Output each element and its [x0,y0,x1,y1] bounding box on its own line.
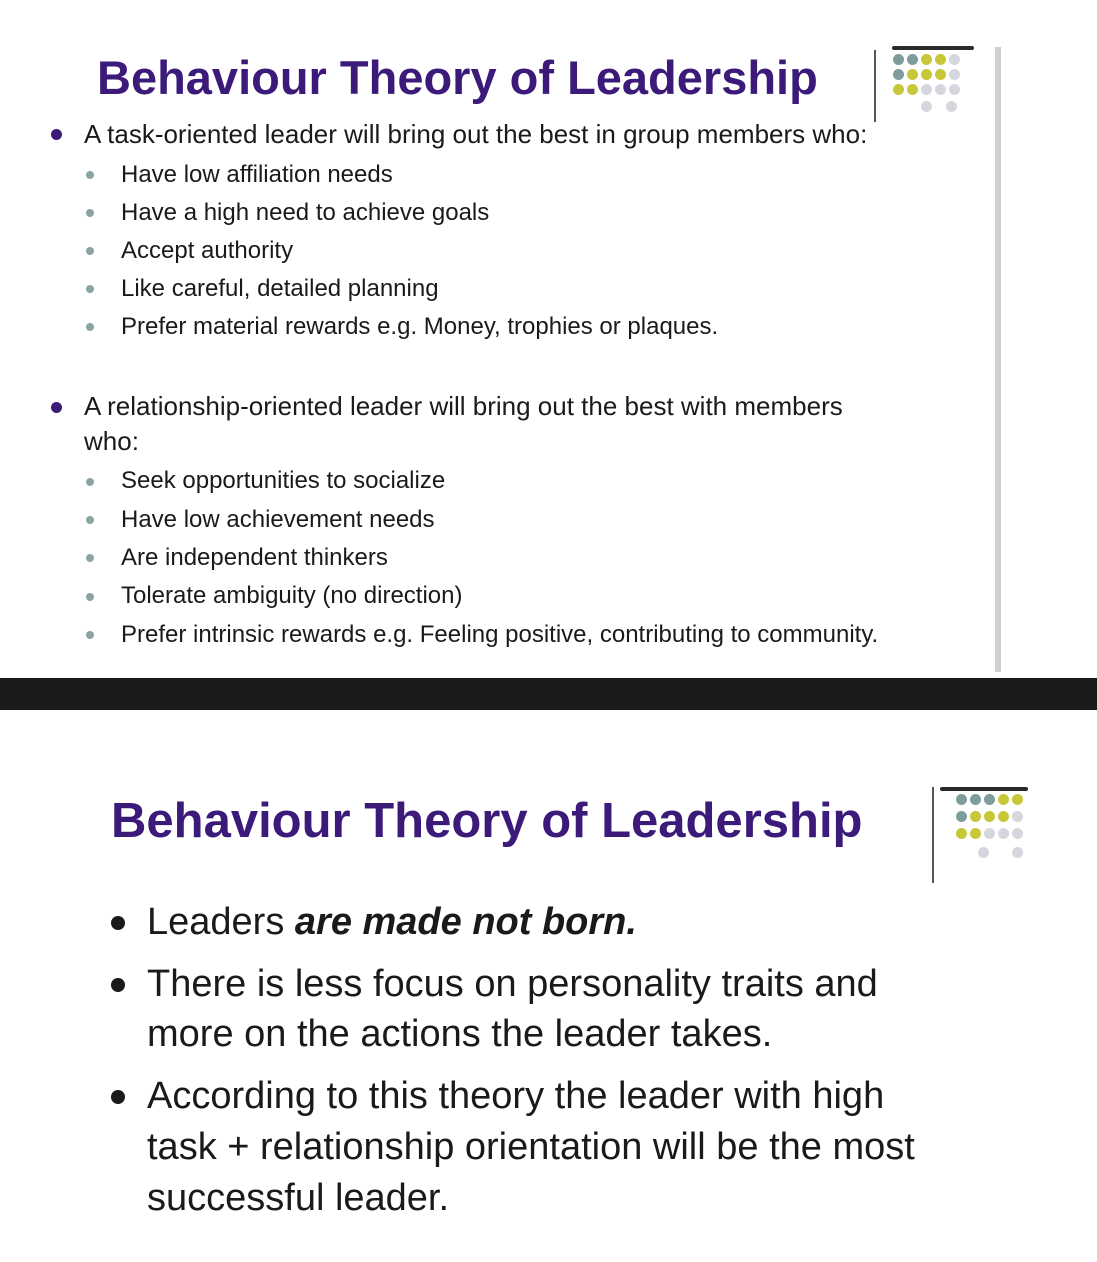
list-item: Have low affiliation needs [121,161,393,188]
list-item: Accept authority [121,237,294,264]
dot-grid-logo-icon [928,784,1038,884]
point-emphasis: are made not born. [294,901,637,943]
list-item: Seek opportunities to socialize [121,467,446,494]
slide-made-not-born [0,710,1097,1262]
bullet-icon [111,1090,125,1104]
point-theory-line-3: successful leader. [147,1177,450,1219]
bullet-icon [86,247,94,255]
bullet-icon [86,593,94,601]
list-item: Like careful, detailed planning [121,275,439,302]
bullet-icon [86,323,94,331]
bullet-icon [86,631,94,639]
bullet-icon [86,171,94,179]
list-item: Are independent thinkers [121,544,388,571]
slide-title: Behaviour Theory of Leadership [111,794,863,848]
dot-grid-logo-icon [870,44,980,124]
relationship-oriented-heading-line-2: who: [84,426,139,456]
list-item: Have a high need to achieve goals [121,199,490,226]
bullet-icon [86,209,94,217]
list-item: Tolerate ambiguity (no direction) [121,582,463,609]
relationship-oriented-heading-line-1: A relationship-oriented leader will bring out the best with members [84,391,843,421]
slide-divider [0,678,1097,710]
bullet-icon [111,978,125,992]
list-item: Have low achievement needs [121,506,435,533]
bullet-icon [111,916,125,930]
bullet-icon [51,402,62,413]
bullet-icon [86,285,94,293]
point-less-focus-line-2: more on the actions the leader takes. [147,1013,773,1055]
bullet-icon [86,516,94,524]
slide-edge-line [995,47,1001,672]
list-item: Prefer material rewards e.g. Money, trophies or plaques. [121,313,719,340]
bullet-icon [86,554,94,562]
point-theory-line-1: According to this theory the leader with high [147,1075,885,1117]
bullet-icon [51,129,62,140]
point-made-not-born [147,896,1027,948]
slide-title: Behaviour Theory of Leadership [97,51,818,104]
bullet-icon [86,478,94,486]
task-oriented-heading: A task-oriented leader will bring out the best in group members who: [84,119,868,149]
point-theory-line-2: task + relationship orientation will be the most [147,1126,915,1168]
point-less-focus-line-1: There is less focus on personality traits and [147,963,878,1005]
list-item: Prefer intrinsic rewards e.g. Feeling positive, contributing to community. [121,621,879,648]
point-prefix: Leaders [147,901,295,943]
